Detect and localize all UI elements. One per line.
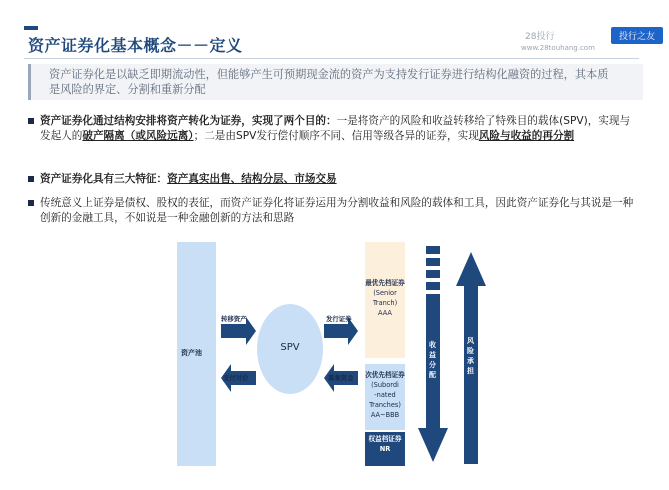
sub-tranche-cn: 次优先档证券 <box>365 371 405 379</box>
bullet-purpose-underline2: 风险与收益的再分割 <box>478 129 575 142</box>
income-dash-4-icon <box>426 282 440 290</box>
senior-tranche-rating: AAA <box>378 309 392 317</box>
risk-bearing-label: 风险承担 <box>467 337 474 375</box>
senior-tranche-en2: Tranch) <box>372 299 398 307</box>
sub-tranche-rating: AA~BBB <box>370 411 400 419</box>
lead-text: 资产证券化是以缺乏即期流动性，但能够产生可预期现金流的资产为支持发行证券进行结构化融资的过程，其本质是风险的界定、分割和重新分配 <box>49 68 609 96</box>
sub-tranche-en3: Tranches) <box>369 401 401 409</box>
brand-url: www.28touhang.com <box>521 44 595 52</box>
subordinated-tranche <box>365 364 405 430</box>
income-dash-1-icon <box>426 246 440 254</box>
issue-securities-label: 发行证券 <box>326 315 352 323</box>
bullet-purpose-part3: ；二是由SPV发行偿付顺序不同、信用等级各异的证券，实现 <box>193 129 479 142</box>
transfer-assets-label: 转移资产 <box>221 315 247 323</box>
asset-pool-label: 资产池 <box>181 349 202 357</box>
bullet-innovation-text: 传统意义上证券是债权、股权的表征，而资产证券化将证券运用为分割收益和风险的载体和工具，因此资产证券化与其说是一种创新的金融工具，不如说是一种金融创新的方法和思路 <box>40 197 634 224</box>
income-dash-3-icon <box>426 270 440 278</box>
pay-consideration-label: 支付对价 <box>223 374 249 382</box>
senior-tranche <box>365 242 405 358</box>
brand-tag: 投行之友 <box>611 27 663 44</box>
raise-funds-label: 募集资金 <box>328 374 354 382</box>
equity-tranche-cn: 权益档证券 <box>368 435 402 443</box>
bullet-purpose-strong: 资产证券化通过结构安排将资产转化为证券，实现了两个目的： <box>40 115 337 127</box>
sub-tranche-en1: (Subordi <box>371 381 399 389</box>
equity-tranche <box>365 432 405 466</box>
bullet-features-strong: 资产证券化具有三大特征： <box>40 173 168 185</box>
spv-label: SPV <box>280 342 300 353</box>
senior-tranche-en1: (Senior <box>373 289 397 297</box>
bullet-features-underline: 资产真实出售、结构分层、市场交易 <box>167 173 337 185</box>
bullet-purpose-part2: 一是将资产的风险和收益转移给了特殊目的载体(SPV)，实现与发起人的 <box>40 115 631 142</box>
page-title: 资产证券化基本概念－－定义 <box>28 36 243 55</box>
bullet-purpose-underline1: 破产隔离（或风险远离） <box>82 129 194 142</box>
senior-tranche-cn: 最优先档证券 <box>365 279 405 287</box>
equity-tranche-rating: NR <box>379 445 391 453</box>
brand-small-text: 28投行 <box>525 32 555 42</box>
sub-tranche-en2: -nated <box>374 391 396 399</box>
income-dash-2-icon <box>426 258 440 266</box>
income-distribution-label: 收益分配 <box>429 341 436 379</box>
